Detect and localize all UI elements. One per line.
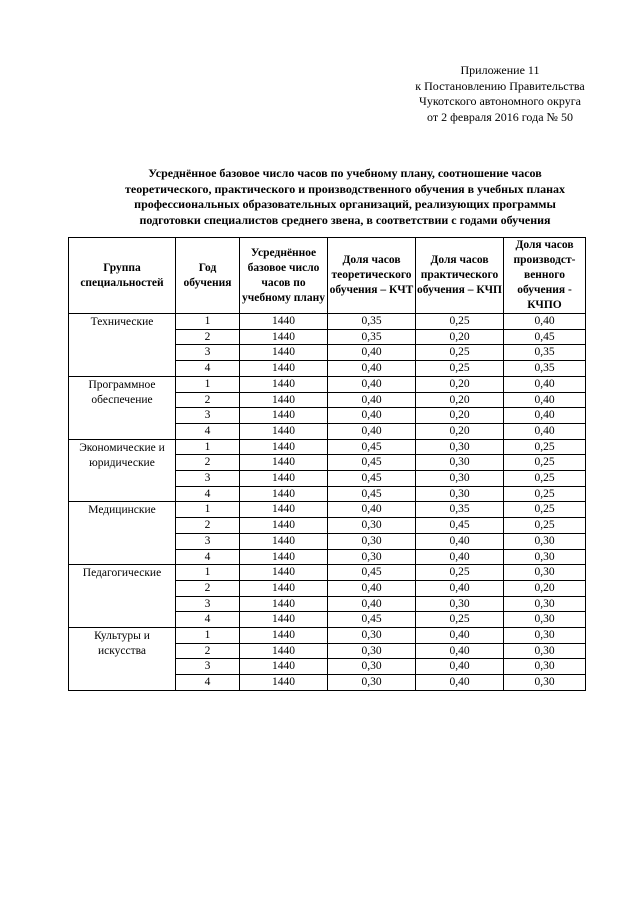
year-cell: 1	[176, 376, 240, 392]
theory-cell: 0,40	[328, 596, 416, 612]
hours-cell: 1440	[240, 659, 328, 675]
theory-cell: 0,40	[328, 502, 416, 518]
header-production: Доля часов производст-венного обучения - КЧПО	[504, 238, 586, 314]
hours-cell: 1440	[240, 518, 328, 534]
theory-cell: 0,45	[328, 565, 416, 581]
theory-cell: 0,40	[328, 345, 416, 361]
hours-cell: 1440	[240, 423, 328, 439]
year-cell: 4	[176, 612, 240, 628]
theory-cell: 0,30	[328, 533, 416, 549]
practice-cell: 0,20	[416, 408, 504, 424]
practice-cell: 0,25	[416, 345, 504, 361]
practice-cell: 0,45	[416, 518, 504, 534]
year-cell: 3	[176, 659, 240, 675]
hours-cell: 1440	[240, 565, 328, 581]
theory-cell: 0,30	[328, 659, 416, 675]
group-name-cell: Медицинские	[69, 502, 176, 565]
year-cell: 3	[176, 533, 240, 549]
hours-cell: 1440	[240, 502, 328, 518]
table-row	[69, 439, 586, 455]
year-cell: 2	[176, 392, 240, 408]
theory-cell: 0,45	[328, 486, 416, 502]
practice-cell: 0,30	[416, 439, 504, 455]
hours-cell: 1440	[240, 471, 328, 487]
production-cell: 0,25	[504, 439, 586, 455]
hours-cell: 1440	[240, 408, 328, 424]
production-cell: 0,30	[504, 565, 586, 581]
table-body	[69, 314, 586, 691]
theory-cell: 0,35	[328, 329, 416, 345]
group-name-cell: Программное обеспечение	[69, 376, 176, 439]
year-cell: 1	[176, 314, 240, 330]
theory-cell: 0,40	[328, 361, 416, 377]
practice-cell: 0,30	[416, 455, 504, 471]
practice-cell: 0,40	[416, 533, 504, 549]
year-cell: 1	[176, 565, 240, 581]
group-name-cell: Педагогические	[69, 565, 176, 628]
theory-cell: 0,40	[328, 376, 416, 392]
production-cell: 0,30	[504, 533, 586, 549]
year-cell: 4	[176, 675, 240, 691]
appendix-line: Приложение 11	[460, 63, 540, 77]
title-line: теоретического, практического и производственного обучения в учебных планах	[124, 181, 566, 196]
header-group: Группа специальностей	[69, 238, 176, 314]
group-name-cell: Экономические и юридические	[69, 439, 176, 502]
table-row	[69, 376, 586, 392]
theory-cell: 0,45	[328, 471, 416, 487]
production-cell: 0,25	[504, 455, 586, 471]
header-practice: Доля часов практического обучения – КЧП	[416, 238, 504, 314]
production-cell: 0,40	[504, 314, 586, 330]
production-cell: 0,30	[504, 675, 586, 691]
production-cell: 0,35	[504, 345, 586, 361]
year-cell: 3	[176, 408, 240, 424]
hours-cell: 1440	[240, 345, 328, 361]
theory-cell: 0,30	[328, 628, 416, 644]
practice-cell: 0,20	[416, 376, 504, 392]
production-cell: 0,30	[504, 659, 586, 675]
year-cell: 2	[176, 580, 240, 596]
appendix-line: от 2 февраля 2016 года № 50	[427, 109, 573, 124]
table-row	[69, 314, 586, 330]
year-cell: 4	[176, 549, 240, 565]
year-cell: 4	[176, 361, 240, 377]
theory-cell: 0,30	[328, 643, 416, 659]
practice-cell: 0,20	[416, 329, 504, 345]
production-cell: 0,45	[504, 329, 586, 345]
theory-cell: 0,40	[328, 392, 416, 408]
year-cell: 2	[176, 643, 240, 659]
year-cell: 2	[176, 329, 240, 345]
practice-cell: 0,40	[416, 675, 504, 691]
practice-cell: 0,25	[416, 314, 504, 330]
year-cell: 1	[176, 439, 240, 455]
table-row	[69, 502, 586, 518]
year-cell: 2	[176, 518, 240, 534]
hours-cell: 1440	[240, 376, 328, 392]
appendix-line: к Постановлению Правительства	[415, 78, 585, 93]
header-theory: Доля часов теоретического обучения – КЧТ	[328, 238, 416, 314]
hours-cell: 1440	[240, 675, 328, 691]
year-cell: 3	[176, 596, 240, 612]
practice-cell: 0,25	[416, 565, 504, 581]
practice-cell: 0,40	[416, 580, 504, 596]
year-cell: 4	[176, 486, 240, 502]
production-cell: 0,25	[504, 471, 586, 487]
production-cell: 0,40	[504, 376, 586, 392]
production-cell: 0,30	[504, 628, 586, 644]
production-cell: 0,40	[504, 392, 586, 408]
title-line: Усреднённое базовое число часов по учебному плану, соотношение часов	[148, 166, 542, 180]
production-cell: 0,30	[504, 549, 586, 565]
practice-cell: 0,25	[416, 612, 504, 628]
hours-cell: 1440	[240, 392, 328, 408]
year-cell: 1	[176, 502, 240, 518]
hours-cell: 1440	[240, 533, 328, 549]
theory-cell: 0,30	[328, 675, 416, 691]
practice-cell: 0,35	[416, 502, 504, 518]
hours-cell: 1440	[240, 596, 328, 612]
appendix-block	[395, 63, 605, 125]
group-name-cell: Технические	[69, 314, 176, 377]
year-cell: 2	[176, 455, 240, 471]
theory-cell: 0,40	[328, 408, 416, 424]
hours-cell: 1440	[240, 329, 328, 345]
hours-cell: 1440	[240, 314, 328, 330]
practice-cell: 0,40	[416, 549, 504, 565]
practice-cell: 0,20	[416, 423, 504, 439]
table-row	[69, 628, 586, 644]
group-name-cell: Культуры и искусства	[69, 628, 176, 691]
year-cell: 3	[176, 345, 240, 361]
production-cell: 0,40	[504, 408, 586, 424]
year-cell: 1	[176, 628, 240, 644]
hours-cell: 1440	[240, 580, 328, 596]
appendix-line: Чукотского автономного округа	[419, 94, 581, 108]
practice-cell: 0,25	[416, 361, 504, 377]
theory-cell: 0,40	[328, 423, 416, 439]
hours-cell: 1440	[240, 361, 328, 377]
production-cell: 0,30	[504, 643, 586, 659]
production-cell: 0,25	[504, 486, 586, 502]
practice-cell: 0,40	[416, 643, 504, 659]
practice-cell: 0,30	[416, 486, 504, 502]
document-title	[95, 166, 595, 228]
hours-cell: 1440	[240, 643, 328, 659]
production-cell: 0,30	[504, 596, 586, 612]
year-cell: 3	[176, 471, 240, 487]
hours-cell: 1440	[240, 486, 328, 502]
production-cell: 0,40	[504, 423, 586, 439]
production-cell: 0,35	[504, 361, 586, 377]
theory-cell: 0,35	[328, 314, 416, 330]
table-header-row	[69, 238, 586, 314]
hours-cell: 1440	[240, 549, 328, 565]
header-hours: Усреднённое базовое число часов по учебному плану	[240, 238, 328, 314]
practice-cell: 0,20	[416, 392, 504, 408]
title-line: профессиональных образовательных организаций, реализующих программы	[134, 197, 556, 211]
title-line: подготовки специалистов среднего звена, в соответствии с годами обучения	[139, 212, 551, 227]
hours-cell: 1440	[240, 612, 328, 628]
production-cell: 0,25	[504, 502, 586, 518]
theory-cell: 0,45	[328, 439, 416, 455]
production-cell: 0,25	[504, 518, 586, 534]
production-cell: 0,20	[504, 580, 586, 596]
theory-cell: 0,45	[328, 455, 416, 471]
hours-cell: 1440	[240, 439, 328, 455]
hours-table	[68, 237, 586, 691]
theory-cell: 0,30	[328, 518, 416, 534]
practice-cell: 0,40	[416, 659, 504, 675]
practice-cell: 0,30	[416, 596, 504, 612]
hours-cell: 1440	[240, 628, 328, 644]
header-year: Год обучения	[176, 238, 240, 314]
practice-cell: 0,40	[416, 628, 504, 644]
theory-cell: 0,40	[328, 580, 416, 596]
year-cell: 4	[176, 423, 240, 439]
table-row	[69, 565, 586, 581]
hours-cell: 1440	[240, 455, 328, 471]
production-cell: 0,30	[504, 612, 586, 628]
theory-cell: 0,30	[328, 549, 416, 565]
practice-cell: 0,30	[416, 471, 504, 487]
theory-cell: 0,45	[328, 612, 416, 628]
